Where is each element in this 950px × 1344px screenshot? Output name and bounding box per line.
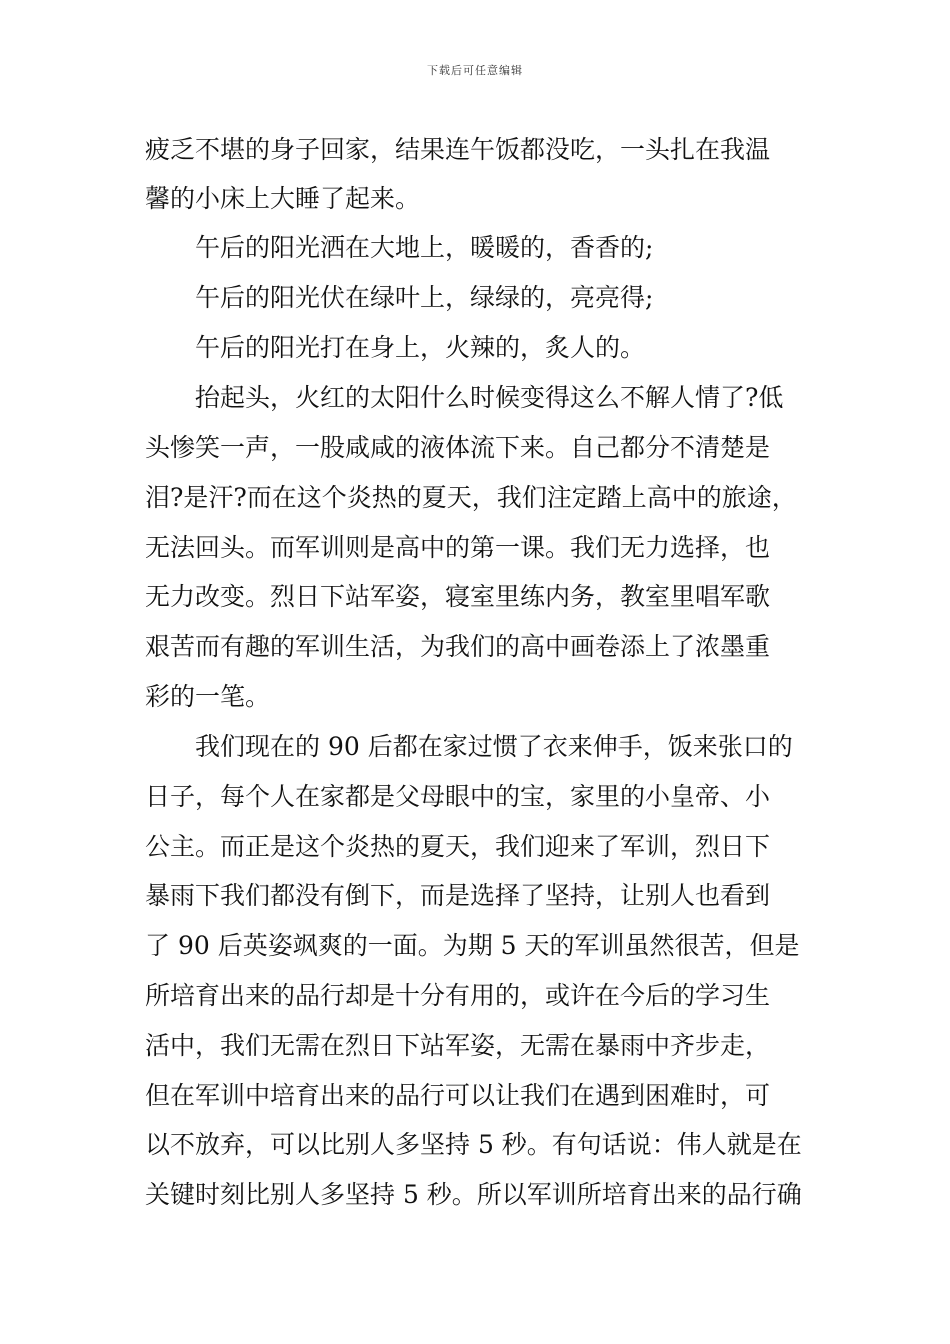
text-line: 午后的阳光洒在大地上，暖暖的，香香的; [195, 233, 654, 262]
page-header: 下载后可任意编辑 [427, 64, 523, 77]
text-line: 彩的一笔。 [145, 682, 271, 711]
text-line: 公主。而正是这个炎热的夏天，我们迎来了军训，烈日下 [145, 832, 771, 861]
text-line: 活中，我们无需在烈日下站军姿，无需在暴雨中齐步走， [145, 1031, 771, 1060]
text-line: 抬起头，火红的太阳什么时候变得这么不解人情了?低 [195, 383, 784, 412]
text-line: 艰苦而有趣的军训生活，为我们的高中画卷添上了浓墨重 [145, 632, 771, 661]
text-line: 我们现在的 90 后都在家过惯了衣来伸手，饭来张口的 [195, 732, 793, 761]
text-line: 无力改变。烈日下站军姿，寝室里练内务，教室里唱军歌 [145, 582, 771, 611]
text-line: 以不放弃，可以比别人多坚持 5 秒。有句话说：伟人就是在 [145, 1130, 802, 1159]
text-line: 午后的阳光伏在绿叶上，绿绿的，亮亮得; [195, 283, 654, 312]
text-line: 午后的阳光打在身上，火辣的，炙人的。 [195, 333, 646, 362]
text-line: 关键时刻比别人多坚持 5 秒。所以军训所培育出来的品行确 [145, 1180, 802, 1209]
text-line: 所培育出来的品行却是十分有用的，或许在今后的学习生 [145, 981, 771, 1010]
text-line: 疲乏不堪的身子回家，结果连午饭都没吃，一头扎在我温 [145, 135, 771, 164]
text-line: 暴雨下我们都没有倒下，而是选择了坚持，让别人也看到 [145, 881, 771, 910]
text-line: 但在军训中培育出来的品行可以让我们在遇到困难时，可 [145, 1081, 771, 1110]
text-line: 泪?是汗?而在这个炎热的夏天，我们注定踏上高中的旅途， [145, 483, 797, 512]
text-line: 馨的小床上大睡了起来。 [145, 184, 421, 213]
text-line: 头惨笑一声，一股咸咸的液体流下来。自己都分不清楚是 [145, 433, 771, 462]
text-line: 日子，每个人在家都是父母眼中的宝，家里的小皇帝、小 [145, 782, 771, 811]
text-line: 了 90 后英姿飒爽的一面。为期 5 天的军训虽然很苦，但是 [145, 931, 800, 960]
text-line: 无法回头。而军训则是高中的第一课。我们无力选择，也 [145, 533, 771, 562]
